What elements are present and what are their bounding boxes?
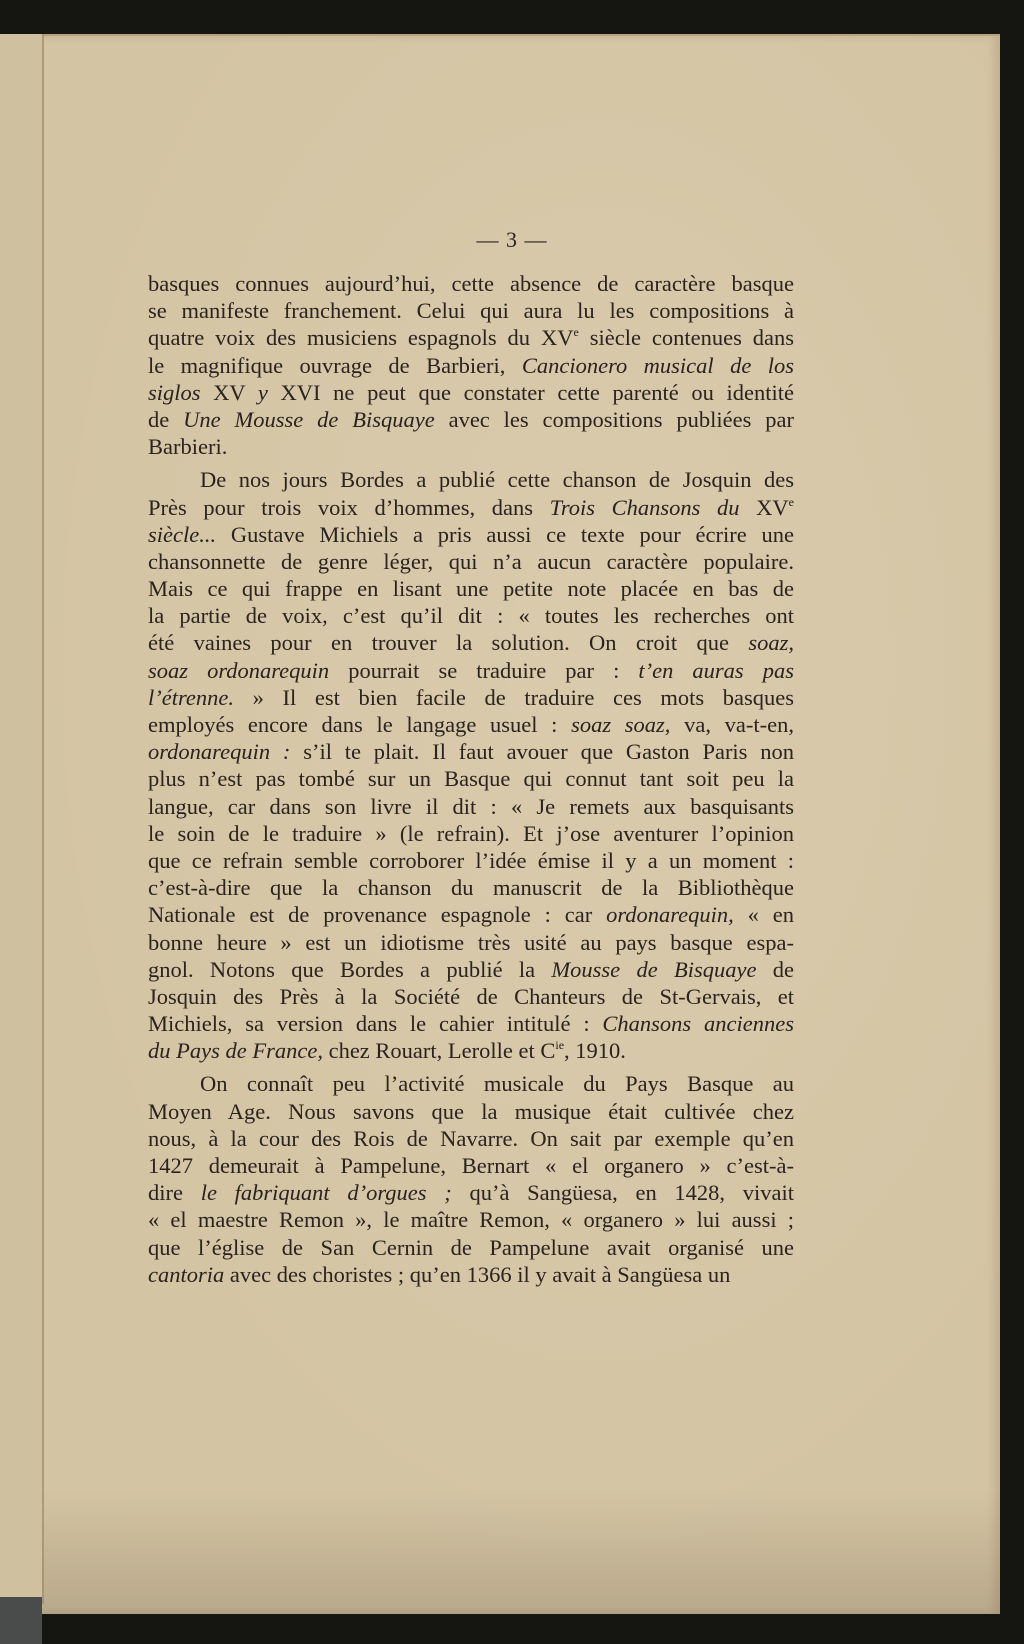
text-run: XV: [739, 494, 789, 520]
italic-text: cantoria: [148, 1261, 225, 1287]
italic-text: soaz ordonarequin: [148, 657, 330, 683]
italic-text: Chansons anciennes: [602, 1011, 794, 1037]
text-run: langue, car dans son livre il dit : « Je remets aux basquisants: [148, 793, 794, 819]
text-line: [148, 1037, 794, 1064]
page-fold-line: [42, 34, 44, 1604]
text-line: [148, 847, 794, 874]
italic-text: le fabriquant d’orgues ;: [200, 1180, 452, 1206]
italic-text: soaz,: [748, 630, 794, 656]
italic-text: l’étrenne.: [148, 684, 235, 710]
italic-text: siècle...: [148, 521, 217, 547]
italic-text: Trois Chansons du: [549, 494, 740, 520]
text-line: [148, 657, 794, 684]
text-line: [148, 379, 794, 406]
superscript: e: [788, 494, 794, 509]
text-run: avec les compositions publiées par: [434, 406, 794, 432]
text-run: nous, à la cour des Rois de Navarre. On sait par exemple qu’en: [148, 1125, 794, 1151]
text-line: [148, 1125, 794, 1152]
text-run: Près pour trois voix d’hommes, dans: [148, 494, 550, 520]
text-run: avec des choristes ; qu’en 1366 il y avait à Sangüesa un: [224, 1261, 731, 1287]
text-run: Nationale est de provenance espagnole : car: [148, 902, 607, 928]
text-run: XV: [200, 379, 258, 405]
text-line: [148, 629, 794, 656]
text-line: [148, 297, 794, 324]
italic-text: t’en auras pas: [638, 657, 794, 683]
text-run: de: [148, 406, 184, 432]
text-line: [148, 433, 794, 460]
text-run: Mais ce qui frappe en lisant une petite note placée en bas de: [148, 576, 794, 602]
italic-text: Une Mousse de Bisquaye: [183, 406, 435, 432]
text-line: [148, 406, 794, 433]
text-line: [148, 738, 794, 765]
italic-text: ordonarequin,: [606, 902, 734, 928]
text-run: c’est-à-dire que la chanson du manuscrit de la Bibliothèque: [148, 875, 794, 901]
text-line: [148, 711, 794, 738]
text-line: [148, 901, 794, 928]
text-run: Barbieri.: [148, 434, 228, 460]
text-line: [148, 270, 794, 297]
text-run: plus n’est pas tombé sur un Basque qui connut tant soit peu la: [148, 766, 794, 792]
text-line: [148, 874, 794, 901]
text-line: [148, 352, 794, 379]
text-run: Josquin des Près à la Société de Chanteurs de St-Gervais, et: [148, 983, 794, 1009]
text-run: la partie de voix, c’est qu’il dit : « toutes les recherches ont: [148, 603, 794, 629]
text-line: [148, 1070, 794, 1097]
text-run: s’il te plait. Il faut avouer que Gaston Paris non: [290, 739, 794, 765]
text-line: [148, 575, 794, 602]
text-run: XV: [540, 325, 574, 351]
body-text: [148, 270, 794, 1288]
text-line: [148, 521, 794, 548]
italic-text: y: [257, 379, 268, 405]
text-line: [148, 494, 794, 521]
text-run: de: [756, 956, 794, 982]
italic-text: du Pays de France,: [148, 1038, 323, 1064]
superscript: e: [573, 325, 579, 340]
text-line: [148, 324, 794, 351]
italic-text: Cancionero musical de los: [521, 352, 794, 378]
text-run: « el maestre Remon », le maître Remon, « organero » lui aussi ;: [148, 1207, 794, 1233]
text-line: [148, 1098, 794, 1125]
text-run: Gustave Michiels a pris aussi ce texte pour écrire une: [216, 521, 794, 547]
text-run: le magnifique ouvrage de Barbieri,: [148, 352, 522, 378]
text-run: employés encore dans le langage usuel :: [148, 712, 572, 737]
text-line: [148, 1234, 794, 1261]
text-run: 1427 demeurait à Pampelune, Bernart « el organero » c’est-à-: [148, 1153, 794, 1178]
text-line: [148, 929, 794, 956]
text-run: dire: [148, 1180, 201, 1206]
text-line: [148, 1010, 794, 1037]
paragraph: [148, 466, 794, 1064]
text-run: pourrait se traduire par :: [329, 657, 639, 683]
italic-text: siglos: [148, 379, 201, 405]
text-run: basques connues aujourd’hui, cette absence de caractère basque: [148, 271, 794, 296]
text-run: bonne heure » est un idiotisme très usité au pays basque espa-: [148, 929, 794, 955]
text-run: , 1910.: [564, 1038, 626, 1064]
italic-text: Mousse de Bisquaye: [551, 956, 757, 982]
text-line: [148, 602, 794, 629]
text-line: [148, 1206, 794, 1233]
text-line: [148, 1152, 794, 1179]
text-run: chansonnette de genre léger, qui n’a aucun caractère populaire.: [148, 548, 794, 574]
text-run: » Il est bien facile de traduire ces mots basques: [234, 684, 794, 710]
italic-text: ordonarequin :: [148, 739, 291, 765]
text-run: On connaît peu l’activité musicale du Pays Basque au: [200, 1071, 794, 1097]
previous-page-edge: [0, 34, 42, 1612]
text-run: le soin de le traduire » (le refrain). Et j’ose aventurer l’opinion: [148, 820, 794, 846]
text-run: XVI ne peut que constater cette parenté ou identité: [267, 379, 795, 405]
text-line: [148, 1261, 794, 1288]
superscript: ie: [555, 1038, 565, 1053]
text-run: été vaines pour en trouver la solution. On croit que: [148, 630, 749, 656]
text-line: [148, 684, 794, 711]
paragraph: [148, 1070, 794, 1288]
text-line: [148, 548, 794, 575]
text-run: que ce refrain semble corroborer l’idée émise il y a un moment :: [148, 847, 794, 873]
text-run: chez Rouart, Lerolle et C: [322, 1038, 556, 1064]
text-run: siècle contenues dans: [578, 325, 794, 351]
text-line: [148, 466, 794, 493]
text-run: « en: [733, 902, 794, 928]
text-line: [148, 793, 794, 820]
page-number: — 3 —: [476, 227, 548, 252]
binding-corner: [0, 1597, 42, 1644]
text-line: [148, 956, 794, 983]
text-run: que l’église de San Cernin de Pampelune avait organisé une: [148, 1234, 794, 1260]
text-line: [148, 820, 794, 847]
text-line: [148, 765, 794, 792]
text-run: va, va-t-en,: [670, 712, 794, 737]
text-run: quatre voix des musiciens espagnols du: [148, 325, 541, 351]
text-run: De nos jours Bordes a publié cette chanson de Josquin des: [200, 467, 794, 493]
text-run: se manifeste franchement. Celui qui aura lu les compositions à: [148, 298, 794, 324]
italic-text: soaz soaz,: [571, 712, 671, 737]
text-run: qu’à Sangüesa, en 1428, vivait: [451, 1180, 795, 1206]
text-run: Michiels, sa version dans le cahier intitulé :: [148, 1011, 603, 1037]
text-line: [148, 1179, 794, 1206]
paragraph: [148, 270, 794, 460]
text-run: Moyen Age. Nous savons que la musique était cultivée chez: [148, 1098, 794, 1124]
text-run: gnol. Notons que Bordes a publié la: [148, 956, 552, 982]
text-line: [148, 983, 794, 1010]
